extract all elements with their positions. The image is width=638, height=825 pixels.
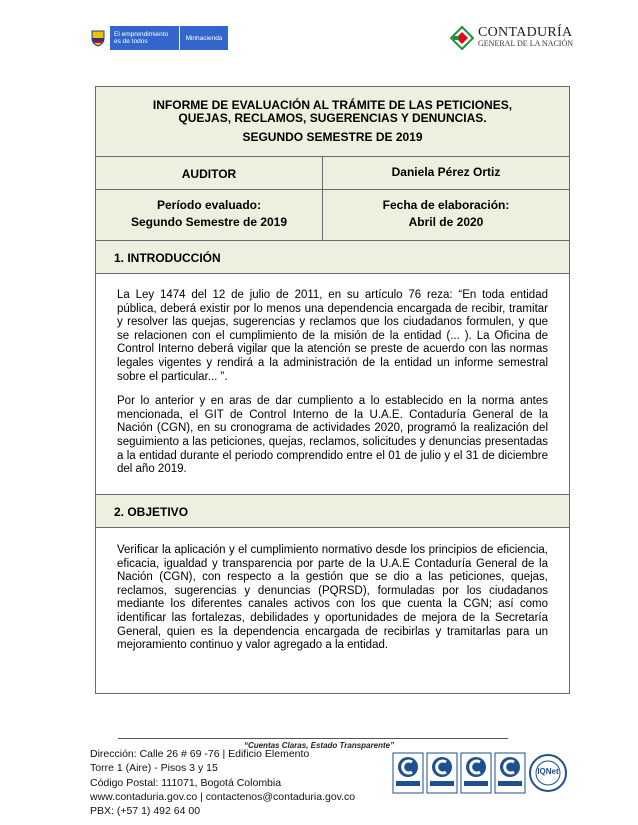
contaduria-logo: [450, 23, 580, 53]
date-label: Fecha de elaboración:: [382, 198, 510, 212]
introduction-heading: 1. INTRODUCCIÓN: [95, 240, 570, 274]
footer-slogan: “Cuentas Claras, Estado Transparente”: [243, 741, 395, 750]
period-value: Segundo Semestre de 2019: [130, 215, 288, 229]
report-title-box: [95, 86, 570, 157]
objective-heading: 2. OBJETIVO: [95, 494, 570, 528]
footer-address-line3: Código Postal: 111071, Bogotá Colombia: [90, 776, 282, 789]
government-logo: [86, 26, 228, 50]
footer-contact: [90, 747, 355, 818]
footer-address-line1: Dirección: Calle 26 # 69 -76 | Edificio Elemento: [90, 748, 310, 760]
period-row: [95, 189, 570, 241]
objective-body: [95, 527, 570, 694]
iqnet-seal: [528, 752, 568, 794]
cgn-name: CONTADURÍA: [478, 25, 573, 40]
period-cell: [96, 190, 323, 240]
footer-address-line2: Torre 1 (Aire) - Pisos 3 y 15: [90, 762, 218, 775]
ministry-label: Minhacienda: [179, 26, 228, 50]
colombia-shield-icon: [86, 26, 110, 50]
date-value: Abril de 2020: [408, 215, 484, 229]
certification-seal-icon: [392, 752, 424, 794]
certification-seal-icon: [426, 752, 458, 794]
report-title-line1: INFORME DE EVALUACIÓN AL TRÁMITE DE LAS PETICIONES,: [152, 98, 513, 112]
report-title-line3: SEGUNDO SEMESTRE DE 2019: [242, 130, 423, 144]
period-label: Período evaluado:: [156, 198, 262, 212]
footer-phone: PBX: (+57 1) 492 64 00: [90, 805, 201, 818]
iqnet-label: IQNet: [537, 767, 559, 776]
auditor-row: [95, 156, 570, 190]
certification-seals: [392, 752, 568, 794]
introduction-paragraph-2: Por lo anterior y en aras de dar cumpliento a lo establecido en la norma antes mencionada, el GIT de Control Interno de la U.A.E. Contaduría General de la Nación (CGN), en su cronograma de actividades 2020, programó la realización del seguimiento a las peticiones, quejas, reclamos, solicitudes y denuncias presentadas a la entidad durante el periodo comprendido entre el 01 de julio y el 31 de diciembre del año 2019.: [117, 395, 548, 476]
report-title-line2: QUEJAS, RECLAMOS, SUGERENCIAS Y DENUNCIAS.: [178, 111, 487, 125]
auditor-name: Daniela Pérez Ortiz: [391, 165, 501, 179]
objective-paragraph: Verificar la aplicación y el cumplimiento normativo desde los principios de eficiencia, eficacia, igualdad y transparencia por parte de la U.A.E Contaduría General de la Nación (CGN), con respecto a la gestión que se dio a las peticiones, quejas, reclamos, sugerencias y denuncias (PQRSD), formuladas por los ciudadanos mediante los diferentes canales activos con los que cuenta la CGN; así como identificar las fortalezas, debilidades y oportunidades de mejora de la Secretaría General, quien es la dependencia encargada de recibirlas y tramitarlas para un mejoramiento continuo y valor agregado a la entidad.: [117, 544, 548, 652]
footer-divider: [118, 738, 508, 739]
date-cell: [323, 190, 569, 240]
auditor-label: AUDITOR: [96, 157, 323, 189]
introduction-paragraph-1: La Ley 1474 del 12 de julio de 2011, en su artículo 76 reza: “En toda entidad pública, deberá existir por lo menos una dependencia encargada de recibir, tramitar y resolver las quejas, sugerencias y reclamos que los ciudadanos formulen, y que se relacionen con el cumplimiento de la misión de la entidad (... ). La Oficina de Control Interno deberá vigilar que la atención se preste de acuerdo con las normas legales vigentes y rendirá a la administración de la entidad un informe semestral sobre el particular... ”.: [117, 289, 548, 383]
footer-website-email: www.contaduria.gov.co | contactenos@contaduria.gov.co: [90, 790, 356, 803]
certification-seal-icon: [494, 752, 526, 794]
introduction-body: [95, 273, 570, 495]
government-slogan: El emprendimiento es de todos: [110, 26, 179, 50]
cgn-subtitle: GENERAL DE LA NACIÓN: [478, 39, 574, 48]
certification-seal-icon: [460, 752, 492, 794]
contaduria-mark-icon: [450, 26, 474, 50]
